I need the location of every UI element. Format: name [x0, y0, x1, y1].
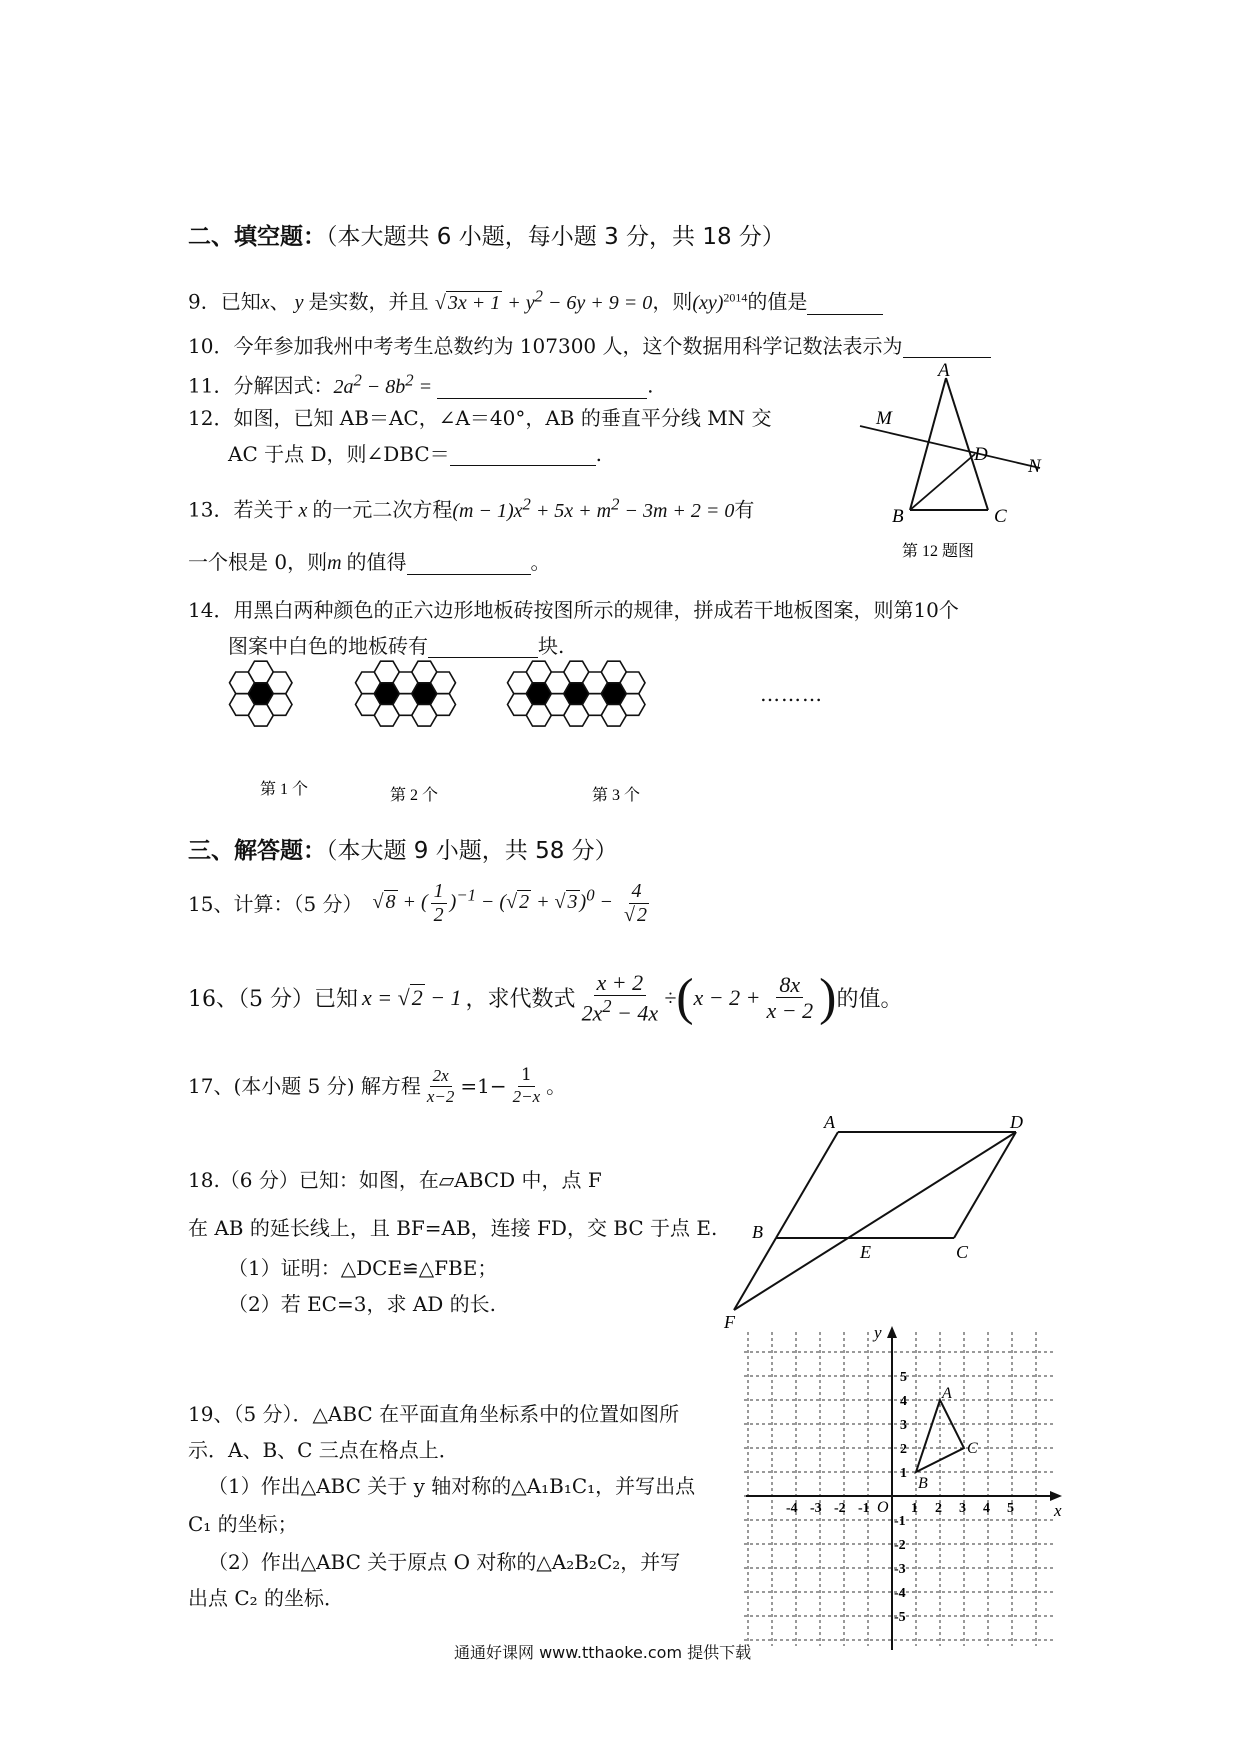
y-tick-label: -3	[894, 1562, 906, 1577]
question-19-line1: 19、（5 分）．△ABC 在平面直角坐标系中的位置如图所	[188, 1402, 680, 1426]
q13-var-m: m	[327, 552, 347, 574]
q11-answer-blank[interactable]	[437, 376, 647, 399]
x-axis-arrow	[1050, 1491, 1062, 1501]
section-3-title: 三、解答题：	[188, 838, 326, 864]
x-tick-label: 3	[959, 1501, 966, 1516]
label-N: N	[1028, 456, 1041, 477]
q9-equation: √ $3x + 1 + y^2 - 6y + 9 = 0$	[434, 286, 653, 314]
y-tick-label: 5	[900, 1370, 907, 1385]
q9-prefix: 9．已知	[188, 289, 261, 314]
q13-answer-blank[interactable]	[407, 552, 531, 575]
q13-text-c: 有	[734, 497, 755, 522]
q9-text: 是实数，并且	[308, 289, 429, 314]
question-13-line1	[188, 494, 754, 523]
pattern-2-white-tile	[431, 694, 456, 716]
y-tick-label: 2	[900, 1442, 907, 1457]
label-C: C	[956, 1242, 969, 1262]
y-tick-label: -5	[894, 1610, 906, 1625]
label-C: C	[994, 506, 1007, 527]
q13-text-a: 13．若关于	[188, 497, 294, 522]
label-B: B	[892, 506, 904, 527]
x-tick-label: -3	[810, 1501, 822, 1516]
segment-FD	[734, 1132, 1016, 1310]
q9-suffix: 的值是	[747, 289, 808, 314]
label-A: A	[938, 360, 950, 381]
vertex-B-label: B	[918, 1475, 928, 1492]
q11-expression: $2a^2 - 8b^2$ =	[333, 370, 438, 398]
q10-answer-blank[interactable]	[903, 335, 991, 358]
q13-text-d: 一个根是 0，则	[188, 550, 328, 574]
label-E: E	[860, 1242, 871, 1262]
x-tick-label: -1	[858, 1501, 870, 1516]
pattern-3-white-tile	[620, 694, 645, 716]
q10-text: 10．今年参加我州中考考生总数约为 107300 人，这个数据用科学记数法表示为	[188, 334, 903, 358]
segment-AB	[776, 1132, 838, 1238]
y-axis-arrow	[887, 1326, 897, 1338]
line-MN	[860, 426, 1040, 468]
question-12-line1: 12．如图，已知 AB＝AC，∠A＝40°，AB 的垂直平分线 MN 交	[188, 406, 772, 430]
pattern-3-white-tile	[620, 672, 645, 694]
vertex-C-label: C	[967, 1440, 978, 1457]
q17-left-fraction: $\frac{2x}{x-2}$	[426, 1066, 455, 1106]
label-B: B	[752, 1222, 763, 1242]
label-D: D	[974, 444, 988, 465]
q16-text-b: ，求代数式	[465, 987, 576, 1013]
pattern-2-caption: 第 2 个	[390, 787, 439, 804]
q12-line2-text: AC 于点 D，则∠DBC＝	[228, 442, 450, 466]
q9-sep: 、	[269, 289, 290, 314]
section-2-header	[188, 218, 785, 251]
question-14-line2	[228, 634, 564, 658]
x-tick-label: 2	[935, 1501, 942, 1516]
y-tick-label: 3	[900, 1418, 907, 1433]
q17-text-c: 。	[546, 1074, 567, 1099]
section-3-note: （本大题 9 小题，共 58 分）	[326, 838, 618, 864]
x-axis-label: x	[1054, 1501, 1062, 1520]
q9-power: (xy)$^{2014}$	[692, 290, 748, 314]
question-16	[188, 970, 902, 1026]
q17-right-fraction: $\frac{1}{2-x}$	[512, 1065, 541, 1106]
q15-label: 15、计算：（5 分）	[188, 891, 363, 916]
question-14-line1: 14．用黑白两种颜色的正六边形地板砖按图所示的规律，拼成若干地板图案，则第10个	[188, 598, 959, 622]
q16-expression: $\frac{x + 2}{2x^2 - 4x}$ ÷ ( x − 2 + $\frac{8x}{x - 2}$ )	[581, 968, 837, 1026]
segment-BD	[910, 454, 975, 510]
q16-given: x = √2 − 1	[362, 984, 462, 1010]
question-18-part2: （2）若 EC=3，求 AD 的长.	[228, 1292, 497, 1316]
q9-then: ，则	[652, 289, 693, 314]
question-19-part1: （1）作出△ABC 关于 y 轴对称的△A₁B₁C₁，并写出点	[208, 1474, 696, 1498]
q13-var-x: x	[293, 499, 313, 522]
q9-var-x: x	[260, 291, 270, 314]
question-18-line2: 在 AB 的延长线上，且 BF=AB，连接 FD，交 BC 于点 E.	[188, 1216, 718, 1240]
segment-DC	[954, 1132, 1016, 1238]
section-2-title: 二、填空题：	[188, 224, 326, 250]
q13-text-f: 。	[530, 550, 551, 574]
question-19-line2: 示．A、B、C 三点在格点上．	[188, 1438, 459, 1462]
q9-exponent: 2014	[723, 290, 748, 304]
question-15	[188, 880, 655, 927]
section-3-header	[188, 832, 618, 865]
q14-text-b: 块.	[538, 634, 565, 658]
y-tick-label: -4	[894, 1586, 906, 1601]
q14-answer-blank[interactable]	[428, 635, 538, 658]
q13-text-b: 的一元二次方程	[312, 497, 453, 522]
segment-BF	[734, 1238, 776, 1310]
q11-label: 11．分解因式：	[188, 373, 334, 398]
question-12-line2: AC 于点 D，则∠DBC＝ .	[228, 442, 603, 466]
question-19-line4: C₁ 的坐标；	[188, 1512, 298, 1536]
x-tick-label: 4	[983, 1501, 990, 1516]
pattern-2-white-tile	[431, 672, 456, 694]
label-M: M	[876, 408, 892, 429]
q14-text-a: 图案中白色的地板砖有	[228, 634, 428, 658]
question-11: 11．分解因式：$2a^2 - 8b^2$ = .	[188, 370, 654, 398]
question-18-part1: （1）证明：△DCE≌△FBE；	[228, 1256, 498, 1280]
q12-caption: 第 12 题图	[902, 543, 975, 560]
y-tick-label: -1	[894, 1514, 906, 1529]
pattern-1-white-tile	[267, 694, 292, 716]
x-tick-label: 5	[1007, 1501, 1014, 1516]
q19-coordinate-grid	[740, 1320, 1070, 1650]
label-D: D	[1010, 1112, 1023, 1132]
page-footer: 通通好课网 www.tthaoke.com 提供下载	[454, 1643, 752, 1662]
q16-text-c: 的值。	[836, 987, 903, 1013]
question-10	[188, 334, 991, 358]
pattern-1-caption: 第 1 个	[260, 781, 309, 798]
question-19-line6: 出点 C₂ 的坐标．	[188, 1586, 345, 1610]
label-A: A	[824, 1112, 835, 1132]
x-tick-label: -2	[834, 1501, 846, 1516]
q13-equation: $(m - 1)x^2 + 5x + m^2 - 3m + 2 = 0$	[452, 494, 735, 522]
question-18-line1: 18.（6 分）已知：如图，在▱ABCD 中，点 F	[188, 1168, 602, 1192]
q9-answer-blank[interactable]	[807, 292, 883, 315]
q13-text-e: 的值得	[346, 550, 407, 574]
q17-text-a: 17、(本小题 5 分) 解方程	[188, 1074, 421, 1099]
origin-label: O	[877, 1499, 889, 1516]
question-13-line2	[188, 550, 551, 575]
x-tick-label: -4	[786, 1501, 798, 1516]
y-tick-label: 4	[900, 1394, 907, 1409]
q12-answer-blank[interactable]	[450, 443, 596, 466]
section-2-note: （本大题共 6 小题，每小题 3 分，共 18 分）	[326, 224, 785, 250]
pattern-1-white-tile	[267, 672, 292, 694]
q15-expression: √ 8 + ( $\frac{1}{2}$ )$^{-1}$ − (√ 2 + √ 3 )$^0$ − $\frac{4}{√ 2}$	[372, 880, 648, 926]
q17-text-b: =1−	[460, 1074, 507, 1099]
pattern-3-caption: 第 3 个	[592, 787, 641, 804]
question-9	[188, 286, 883, 315]
x-tick-label: 1	[911, 1501, 918, 1516]
q14-ellipsis: ………	[760, 682, 823, 706]
y-tick-label: -2	[894, 1538, 906, 1553]
label-F: F	[724, 1312, 735, 1330]
q16-text-a: 16、（5 分）已知	[188, 987, 358, 1013]
vertex-A-label: A	[942, 1385, 952, 1402]
q12-triangle-figure	[850, 360, 1050, 570]
y-tick-label: 1	[900, 1466, 907, 1481]
q18-parallelogram-figure	[720, 1110, 1030, 1330]
q9-var-y: y	[289, 291, 309, 314]
question-19-part2: （2）作出△ABC 关于原点 O 对称的△A₂B₂C₂，并写	[208, 1550, 681, 1574]
question-17	[188, 1066, 566, 1106]
y-axis-label: y	[874, 1323, 882, 1342]
